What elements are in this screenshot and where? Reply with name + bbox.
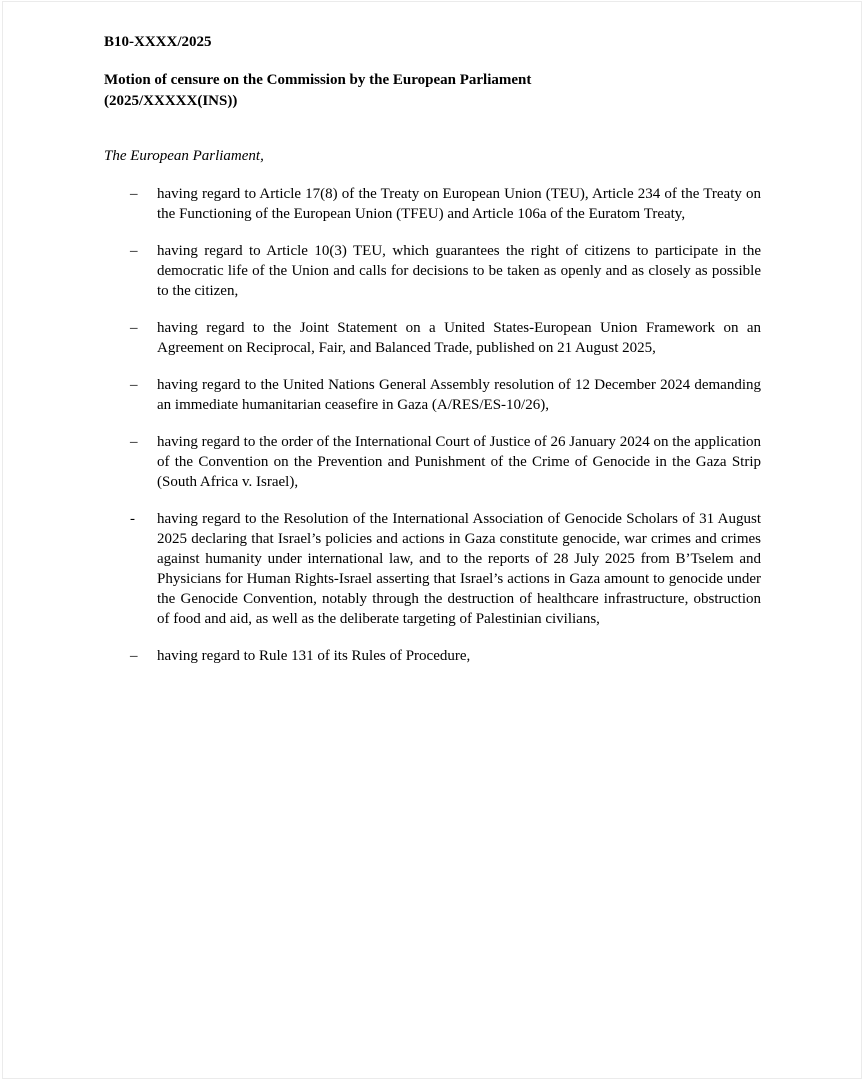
citation-dash: –: [130, 648, 138, 664]
citation-item: [104, 241, 761, 301]
citation-text: having regard to the Resolution of the International Association of Genocide Scholars of 31 August 2025 declaring that Israel’s policies and actions in Gaza constitute genocide, war crimes and crimes against humanity under international law, and to the reports of 28 July 2025 from B’Tselem and Physicians for Human Rights-Israel asserting that Israel’s actions in Gaza amount to genocide under the Genocide Convention, notably through the destruction of healthcare infrastructure, obstruction of food and aid, as well as the deliberate targeting of Palestinian civilians,: [157, 511, 761, 627]
intro-line: The European Parliament,: [104, 148, 264, 164]
document-title: [104, 70, 761, 112]
document-reference: B10-XXXX/2025: [104, 34, 212, 50]
citation-dash: -: [130, 511, 135, 527]
citation-item: [104, 184, 761, 224]
citation-text: having regard to the United Nations General Assembly resolution of 12 December 2024 demanding an immediate humanitarian ceasefire in Gaza (A/RES/ES-10/26),: [157, 377, 761, 413]
citation-item: [104, 318, 761, 358]
citation-text: having regard to Article 17(8) of the Treaty on European Union (TEU), Article 234 of the Treaty on the Functioning of the European Union (TFEU) and Article 106a of the Euratom Treaty,: [157, 186, 761, 222]
citation-item: [104, 509, 761, 629]
citation-dash: –: [130, 434, 138, 450]
citation-text: having regard to the order of the International Court of Justice of 26 January 2024 on the application of the Convention on the Prevention and Punishment of the Crime of Genocide in the Gaza Strip (South Africa v. Israel),: [157, 434, 761, 490]
citation-text: having regard to Article 10(3) TEU, which guarantees the right of citizens to participate in the democratic life of the Union and calls for decisions to be taken as openly and as closely as possible to the citizen,: [157, 243, 761, 299]
citation-item: [104, 646, 761, 666]
citation-item: [104, 375, 761, 415]
citation-list: [104, 184, 761, 666]
citation-dash: –: [130, 243, 138, 259]
document-page: [104, 32, 761, 683]
citation-item: [104, 432, 761, 492]
citation-dash: –: [130, 377, 138, 393]
title-line-2: (2025/XXXXX(INS)): [104, 93, 238, 109]
citation-dash: –: [130, 320, 138, 336]
citation-text: having regard to Rule 131 of its Rules of Procedure,: [157, 648, 471, 664]
citation-dash: –: [130, 186, 138, 202]
title-line-1: Motion of censure on the Commission by the European Parliament: [104, 72, 532, 88]
citation-text: having regard to the Joint Statement on a United States-European Union Framework on an Agreement on Reciprocal, Fair, and Balanced Trade, published on 21 August 2025,: [157, 320, 761, 356]
